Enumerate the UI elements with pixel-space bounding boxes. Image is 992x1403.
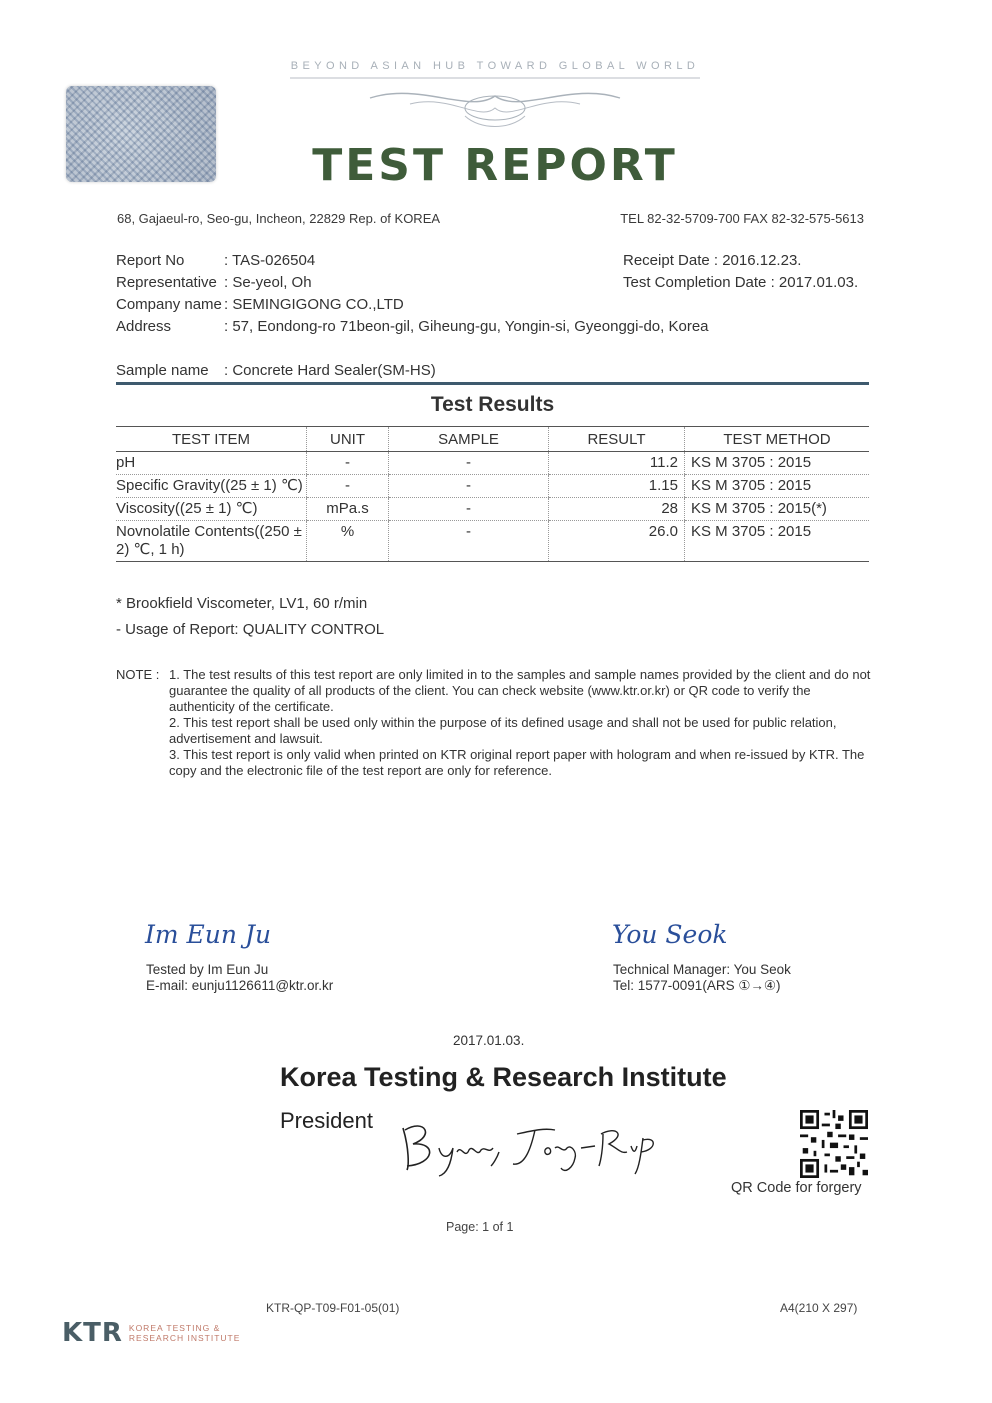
cell-unit: mPa.s bbox=[307, 498, 389, 521]
cell-test-item: Viscosity((25 ± 1) ℃) bbox=[116, 498, 307, 521]
company-name: : SEMINGIGONG CO.,LTD bbox=[224, 296, 404, 313]
company-label: Company name bbox=[116, 296, 222, 313]
col-header-sample: SAMPLE bbox=[389, 427, 549, 452]
cell-test-method: KS M 3705 : 2015 bbox=[685, 475, 870, 498]
cell-test-method: KS M 3705 : 2015 bbox=[685, 521, 870, 562]
sample-name bbox=[116, 362, 436, 379]
note-section bbox=[116, 667, 876, 779]
representative: : Se-yeol, Oh bbox=[224, 274, 312, 291]
note-item: 3. This test report is only valid when printed on KTR original report paper with hologram and when re-issued by KTR. The copy and the electronic file of the test report are only for reference. bbox=[169, 747, 865, 778]
tester-name: Tested by Im Eun Ju bbox=[146, 962, 269, 977]
report-no-label: Report No bbox=[116, 252, 185, 269]
ornament-divider bbox=[280, 74, 710, 134]
report-no: : TAS-026504 bbox=[224, 252, 316, 269]
paper-size: A4(210 X 297) bbox=[780, 1301, 858, 1315]
cell-result: 28 bbox=[549, 498, 685, 521]
manager-name: Technical Manager: You Seok bbox=[613, 962, 791, 977]
tester-signature: Im Eun Ju bbox=[145, 920, 272, 949]
cell-result: 26.0 bbox=[549, 521, 685, 562]
cell-unit: - bbox=[307, 452, 389, 475]
ktr-logo-text: KTR bbox=[62, 1318, 123, 1348]
president-label: President bbox=[280, 1108, 373, 1133]
cell-test-item: Specific Gravity((25 ± 1) ℃) bbox=[116, 475, 307, 498]
results-table bbox=[116, 426, 869, 562]
cell-test-method: KS M 3705 : 2015(*) bbox=[685, 498, 870, 521]
cell-sample: - bbox=[389, 452, 549, 475]
cell-test-item: Novnolatile Contents((250 ± 2) ℃, 1 h) bbox=[116, 521, 307, 562]
table-header-row bbox=[116, 427, 869, 452]
results-title: Test Results bbox=[430, 393, 555, 416]
lab-address: 68, Gajaeul-ro, Seo-gu, Incheon, 22829 Rep. of KOREA bbox=[117, 211, 441, 226]
institute-name: Korea Testing & Research Institute bbox=[280, 1062, 727, 1092]
cell-result: 11.2 bbox=[549, 452, 685, 475]
table-row bbox=[116, 452, 869, 475]
divider bbox=[116, 382, 869, 385]
manager-info bbox=[613, 962, 791, 994]
col-header-test-item: TEST ITEM bbox=[116, 427, 307, 452]
issue-date: 2017.01.03. bbox=[453, 1033, 525, 1048]
ktr-logo-sub: KOREA TESTING & bbox=[128, 1323, 221, 1333]
cell-sample: - bbox=[389, 521, 549, 562]
slogan: BEYOND ASIAN HUB TOWARD GLOBAL WORLD bbox=[290, 60, 700, 72]
receipt-date: Receipt Date : 2016.12.23. bbox=[623, 252, 802, 269]
hologram-seal bbox=[66, 86, 216, 182]
footnotes bbox=[116, 591, 384, 643]
tester-info bbox=[146, 962, 333, 994]
col-header-unit: UNIT bbox=[307, 427, 389, 452]
representative-label: Representative bbox=[116, 274, 217, 291]
viscometer-footnote: * Brookfield Viscometer, LV1, 60 r/min bbox=[116, 595, 368, 612]
report-info bbox=[116, 250, 709, 338]
table-row bbox=[116, 521, 869, 562]
cell-unit: % bbox=[307, 521, 389, 562]
completion-date: Test Completion Date : 2017.01.03. bbox=[623, 274, 859, 291]
note-item: 1. The test results of this test report are only limited in to the samples and sample names provided by the client and do not guarantee the quality of all products of the client. You can check website (www.ktr.or.kr) or QR code to verify the authenticity of the certificate. bbox=[169, 667, 871, 714]
note-item: 2. This test report shall be used only within the purpose of its defined usage and shall not be used for public relation, advertisement and lawsuit. bbox=[169, 715, 837, 746]
page-number: Page: 1 of 1 bbox=[446, 1220, 514, 1234]
table-row bbox=[116, 498, 869, 521]
table-row bbox=[116, 475, 869, 498]
report-dates bbox=[623, 250, 858, 294]
cell-result: 1.15 bbox=[549, 475, 685, 498]
report-title: TEST REPORT bbox=[312, 140, 678, 191]
sample-value: : Concrete Hard Sealer(SM-HS) bbox=[224, 362, 436, 379]
address-label: Address bbox=[116, 318, 172, 335]
form-code: KTR-QP-T09-F01-05(01) bbox=[266, 1301, 400, 1315]
cell-test-item: pH bbox=[116, 452, 307, 475]
tester-email: E-mail: eunju1126611@ktr.or.kr bbox=[146, 978, 334, 993]
note-label: NOTE : bbox=[116, 667, 160, 682]
qr-code bbox=[800, 1110, 868, 1178]
lab-tel-fax: TEL 82-32-5709-700 FAX 82-32-575-5613 bbox=[620, 211, 864, 226]
manager-tel: Tel: 1577-0091(ARS ①→④) bbox=[613, 978, 781, 993]
col-header-test-method: TEST METHOD bbox=[685, 427, 870, 452]
usage-of-report: - Usage of Report: QUALITY CONTROL bbox=[116, 621, 385, 638]
cell-sample: - bbox=[389, 475, 549, 498]
cell-test-method: KS M 3705 : 2015 bbox=[685, 452, 870, 475]
ktr-logo bbox=[62, 1318, 262, 1348]
president-signature bbox=[395, 1108, 675, 1178]
cell-unit: - bbox=[307, 475, 389, 498]
ktr-logo-sub: RESEARCH INSTITUTE bbox=[128, 1333, 241, 1343]
company-address: : 57, Eondong-ro 71beon-gil, Giheung-gu, Yongin-si, Gyeonggi-do, Korea bbox=[224, 318, 709, 335]
qr-code-label: QR Code for forgery bbox=[731, 1180, 862, 1196]
manager-signature: You Seok bbox=[612, 920, 728, 949]
col-header-result: RESULT bbox=[549, 427, 685, 452]
sample-label: Sample name bbox=[116, 362, 209, 379]
cell-sample: - bbox=[389, 498, 549, 521]
